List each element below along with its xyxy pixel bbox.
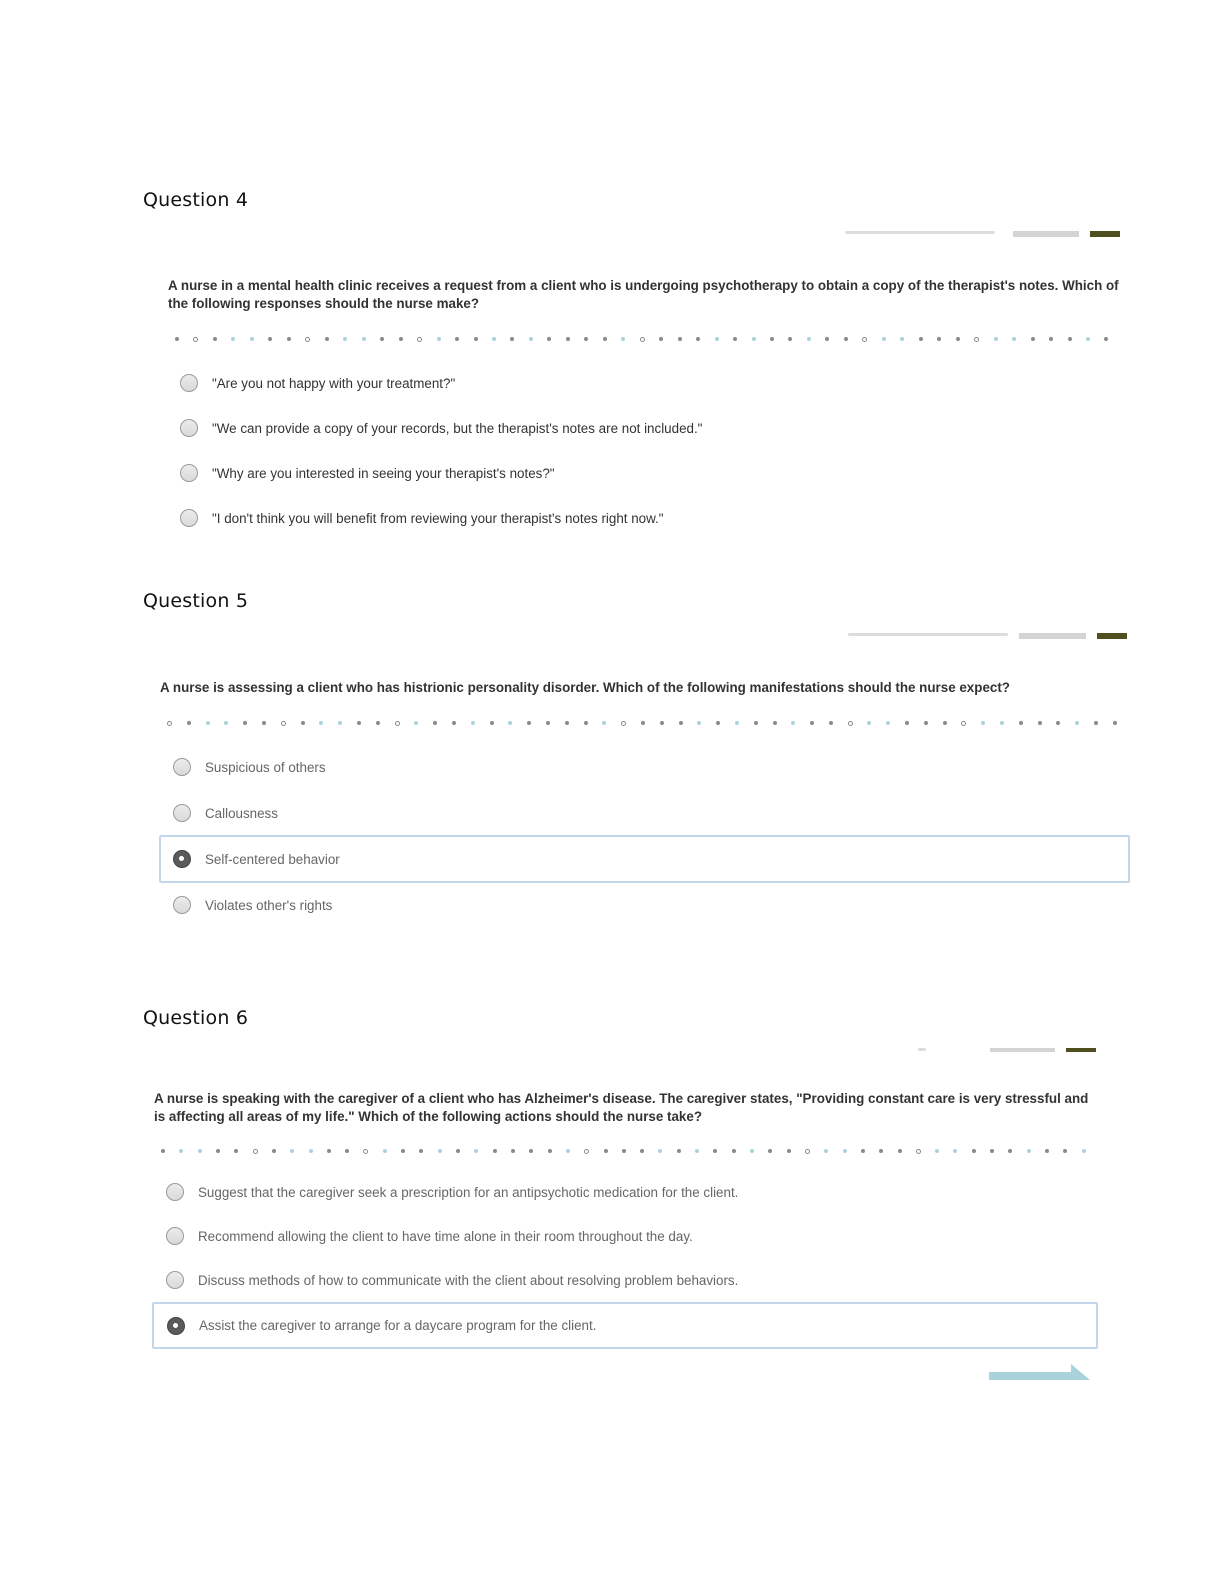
progress-dot <box>401 1149 405 1153</box>
question-4-progress-dots <box>175 335 1109 343</box>
next-arrow-icon[interactable] <box>989 1362 1091 1382</box>
question-5-text: A nurse is assessing a client who has histrionic personality disorder. Which of the following manifestations should the nurse expect? <box>160 680 1010 695</box>
progress-dot <box>414 721 418 725</box>
progress-dot <box>187 721 191 725</box>
progress-dot <box>493 1149 497 1153</box>
progress-dot <box>905 721 909 725</box>
progress-dot <box>882 337 886 341</box>
progress-dot <box>622 1149 626 1153</box>
progress-dot <box>565 721 569 725</box>
progress-dot <box>175 337 179 341</box>
progress-dot <box>1063 1149 1067 1153</box>
progress-dot <box>1049 337 1053 341</box>
progress-dot <box>829 721 833 725</box>
progress-dot <box>791 721 795 725</box>
progress-dot <box>301 721 305 725</box>
option-label: Callousness <box>205 805 278 821</box>
progress-dot <box>1027 1149 1031 1153</box>
progress-dot <box>417 337 422 342</box>
progress-dot <box>697 721 701 725</box>
progress-dot <box>750 1149 754 1153</box>
progress-dot <box>511 1149 515 1153</box>
progress-dot <box>825 337 829 341</box>
radio-button-icon[interactable] <box>173 758 191 776</box>
progress-dot <box>290 1149 294 1153</box>
question-5-option-3-selected[interactable] <box>159 835 1130 883</box>
progress-dot <box>898 1149 902 1153</box>
progress-dot <box>768 1149 772 1153</box>
progress-dot <box>548 1149 552 1153</box>
progress-dot <box>224 721 228 725</box>
progress-dot <box>305 337 310 342</box>
option-label: "We can provide a copy of your records, but the therapist's notes are not included." <box>212 420 703 436</box>
question-6-option-3[interactable] <box>166 1263 866 1297</box>
progress-dot <box>943 721 947 725</box>
progress-dot <box>679 721 683 725</box>
progress-dot <box>1086 337 1090 341</box>
progress-dot <box>810 721 814 725</box>
radio-button-icon[interactable] <box>180 509 198 527</box>
progress-dot <box>161 1149 165 1153</box>
progress-dot <box>886 721 890 725</box>
question-4-heading: Question 4 <box>143 189 249 211</box>
progress-dot <box>788 337 792 341</box>
progress-dot <box>309 1149 313 1153</box>
progress-dot <box>677 1149 681 1153</box>
progress-dot <box>399 337 403 341</box>
question-4-option-3[interactable] <box>180 456 740 490</box>
progress-dot <box>716 721 720 725</box>
progress-dot <box>961 721 966 726</box>
option-label: Suggest that the caregiver seek a prescription for an antipsychotic medication for the client. <box>198 1184 739 1200</box>
progress-dot <box>438 1149 442 1153</box>
progress-dot <box>990 1149 994 1153</box>
progress-dot <box>805 1149 810 1154</box>
progress-dot <box>953 1149 957 1153</box>
progress-dot <box>243 721 247 725</box>
progress-dot <box>659 337 663 341</box>
progress-dot <box>584 721 588 725</box>
progress-dot <box>1038 721 1042 725</box>
progress-dot <box>658 1149 662 1153</box>
progress-dot <box>696 337 700 341</box>
radio-button-selected-icon[interactable] <box>167 1317 185 1335</box>
progress-dot <box>824 1149 828 1153</box>
question-4-option-1[interactable] <box>180 366 740 400</box>
progress-dot <box>660 721 664 725</box>
option-label: Suspicious of others <box>205 759 326 775</box>
progress-dot <box>919 337 923 341</box>
progress-dot <box>527 721 531 725</box>
progress-dot <box>770 337 774 341</box>
progress-dot <box>773 721 777 725</box>
progress-dot <box>602 721 606 725</box>
progress-dot <box>253 1149 258 1154</box>
option-label: Assist the caregiver to arrange for a daycare program for the client. <box>199 1318 597 1333</box>
progress-dot <box>492 337 496 341</box>
option-label: "I don't think you will benefit from reviewing your therapist's notes right now." <box>212 510 664 526</box>
radio-button-icon[interactable] <box>173 896 191 914</box>
progress-dot <box>713 1149 717 1153</box>
progress-dot <box>862 337 867 342</box>
question-6-top-bar <box>918 1048 1096 1055</box>
question-6-heading: Question 6 <box>143 1007 249 1029</box>
radio-button-icon[interactable] <box>173 804 191 822</box>
progress-dot <box>395 721 400 726</box>
progress-dot <box>287 337 291 341</box>
progress-dot <box>754 721 758 725</box>
progress-dot <box>848 721 853 726</box>
progress-dot <box>1012 337 1016 341</box>
progress-dot <box>268 337 272 341</box>
progress-dot <box>584 1149 589 1154</box>
progress-dot <box>924 721 928 725</box>
progress-dot <box>603 337 607 341</box>
progress-dot <box>510 337 514 341</box>
progress-dot <box>362 337 366 341</box>
progress-dot <box>206 721 210 725</box>
option-label: Recommend allowing the client to have time alone in their room throughout the day. <box>198 1228 693 1244</box>
progress-dot <box>1082 1149 1086 1153</box>
progress-dot <box>972 1149 976 1153</box>
progress-dot <box>380 337 384 341</box>
progress-dot <box>319 721 323 725</box>
progress-dot <box>508 721 512 725</box>
progress-dot <box>1094 721 1098 725</box>
progress-dot <box>1068 337 1072 341</box>
progress-dot <box>994 337 998 341</box>
question-6-text: A nurse is speaking with the caregiver of a client who has Alzheimer's disease. The caregiver states, "Providing constant care is very stressful and is affecting all areas of my life." Which of the following actions should the nurse take? <box>154 1091 1089 1124</box>
progress-dot <box>343 337 347 341</box>
question-5-option-4[interactable] <box>173 888 573 922</box>
progress-dot <box>383 1149 387 1153</box>
progress-dot <box>566 337 570 341</box>
progress-dot <box>695 1149 699 1153</box>
question-6-option-4-selected[interactable] <box>152 1302 1098 1349</box>
progress-dot <box>974 337 979 342</box>
progress-dot <box>937 337 941 341</box>
progress-dot <box>250 337 254 341</box>
progress-dot <box>678 337 682 341</box>
progress-dot <box>981 721 985 725</box>
progress-dot <box>327 1149 331 1153</box>
progress-dot <box>640 337 645 342</box>
progress-dot <box>1008 1149 1012 1153</box>
radio-button-selected-icon[interactable] <box>173 850 191 868</box>
progress-dot <box>213 337 217 341</box>
progress-dot <box>956 337 960 341</box>
radio-button-icon[interactable] <box>180 374 198 392</box>
progress-dot <box>861 1149 865 1153</box>
option-label: Discuss methods of how to communicate with the client about resolving problem behaviors. <box>198 1272 739 1288</box>
progress-dot <box>1019 721 1023 725</box>
progress-dot <box>216 1149 220 1153</box>
progress-dot <box>547 337 551 341</box>
progress-dot <box>566 1149 570 1153</box>
progress-dot <box>167 721 172 726</box>
question-5-option-1[interactable] <box>173 750 573 784</box>
progress-dot <box>452 721 456 725</box>
progress-dot <box>604 1149 608 1153</box>
option-label: "Are you not happy with your treatment?" <box>212 375 456 391</box>
progress-dot <box>584 337 588 341</box>
progress-dot <box>437 337 441 341</box>
question-6-option-1[interactable] <box>166 1175 866 1209</box>
progress-dot <box>733 337 737 341</box>
progress-dot <box>471 721 475 725</box>
progress-dot <box>363 1149 368 1154</box>
progress-dot <box>916 1149 921 1154</box>
progress-dot <box>935 1149 939 1153</box>
progress-dot <box>867 721 871 725</box>
progress-dot <box>900 337 904 341</box>
progress-dot <box>433 721 437 725</box>
progress-dot <box>1113 721 1117 725</box>
question-5-top-bar <box>848 633 1127 640</box>
option-label: Self-centered behavior <box>205 851 340 867</box>
progress-dot <box>844 337 848 341</box>
progress-dot <box>231 337 235 341</box>
progress-dot <box>193 337 198 342</box>
progress-dot <box>1031 337 1035 341</box>
question-5-heading: Question 5 <box>143 590 249 612</box>
progress-dot <box>843 1149 847 1153</box>
progress-dot <box>621 337 625 341</box>
progress-dot <box>641 721 645 725</box>
progress-dot <box>546 721 550 725</box>
progress-dot <box>234 1149 238 1153</box>
progress-dot <box>1075 721 1079 725</box>
progress-dot <box>715 337 719 341</box>
question-5-progress-dots <box>167 719 1117 727</box>
question-4-option-2[interactable] <box>180 411 780 445</box>
radio-button-icon[interactable] <box>180 464 198 482</box>
progress-dot <box>272 1149 276 1153</box>
progress-dot <box>179 1149 183 1153</box>
progress-dot <box>376 721 380 725</box>
progress-dot <box>490 721 494 725</box>
progress-dot <box>787 1149 791 1153</box>
question-5-option-2[interactable] <box>173 796 573 830</box>
progress-dot <box>529 337 533 341</box>
question-4-option-4[interactable] <box>180 501 780 535</box>
progress-dot <box>1000 721 1004 725</box>
progress-dot <box>419 1149 423 1153</box>
progress-dot <box>281 721 286 726</box>
progress-dot <box>345 1149 349 1153</box>
progress-dot <box>752 337 756 341</box>
progress-dot <box>735 721 739 725</box>
progress-dot <box>474 337 478 341</box>
progress-dot <box>262 721 266 725</box>
option-label: Violates other's rights <box>205 897 333 913</box>
option-label: "Why are you interested in seeing your therapist's notes?" <box>212 465 555 481</box>
progress-dot <box>455 337 459 341</box>
progress-dot <box>338 721 342 725</box>
progress-dot <box>198 1149 202 1153</box>
progress-dot <box>325 337 329 341</box>
radio-button-icon[interactable] <box>166 1227 184 1245</box>
progress-dot <box>621 721 626 726</box>
progress-dot <box>474 1149 478 1153</box>
progress-dot <box>357 721 361 725</box>
radio-button-icon[interactable] <box>166 1271 184 1289</box>
question-4-top-bar <box>845 231 1120 238</box>
radio-button-icon[interactable] <box>180 419 198 437</box>
progress-dot <box>732 1149 736 1153</box>
progress-dot <box>529 1149 533 1153</box>
progress-dot <box>807 337 811 341</box>
question-6-option-2[interactable] <box>166 1219 866 1253</box>
progress-dot <box>456 1149 460 1153</box>
progress-dot <box>1045 1149 1049 1153</box>
progress-dot <box>1056 721 1060 725</box>
progress-dot <box>640 1149 644 1153</box>
progress-dot <box>1104 337 1108 341</box>
question-6-progress-dots <box>161 1147 1086 1155</box>
progress-dot <box>879 1149 883 1153</box>
question-4-text: A nurse in a mental health clinic receives a request from a client who is undergoing psychotherapy to obtain a copy of the therapist's notes. Which of the following responses should the nurse make? <box>168 278 1119 311</box>
radio-button-icon[interactable] <box>166 1183 184 1201</box>
